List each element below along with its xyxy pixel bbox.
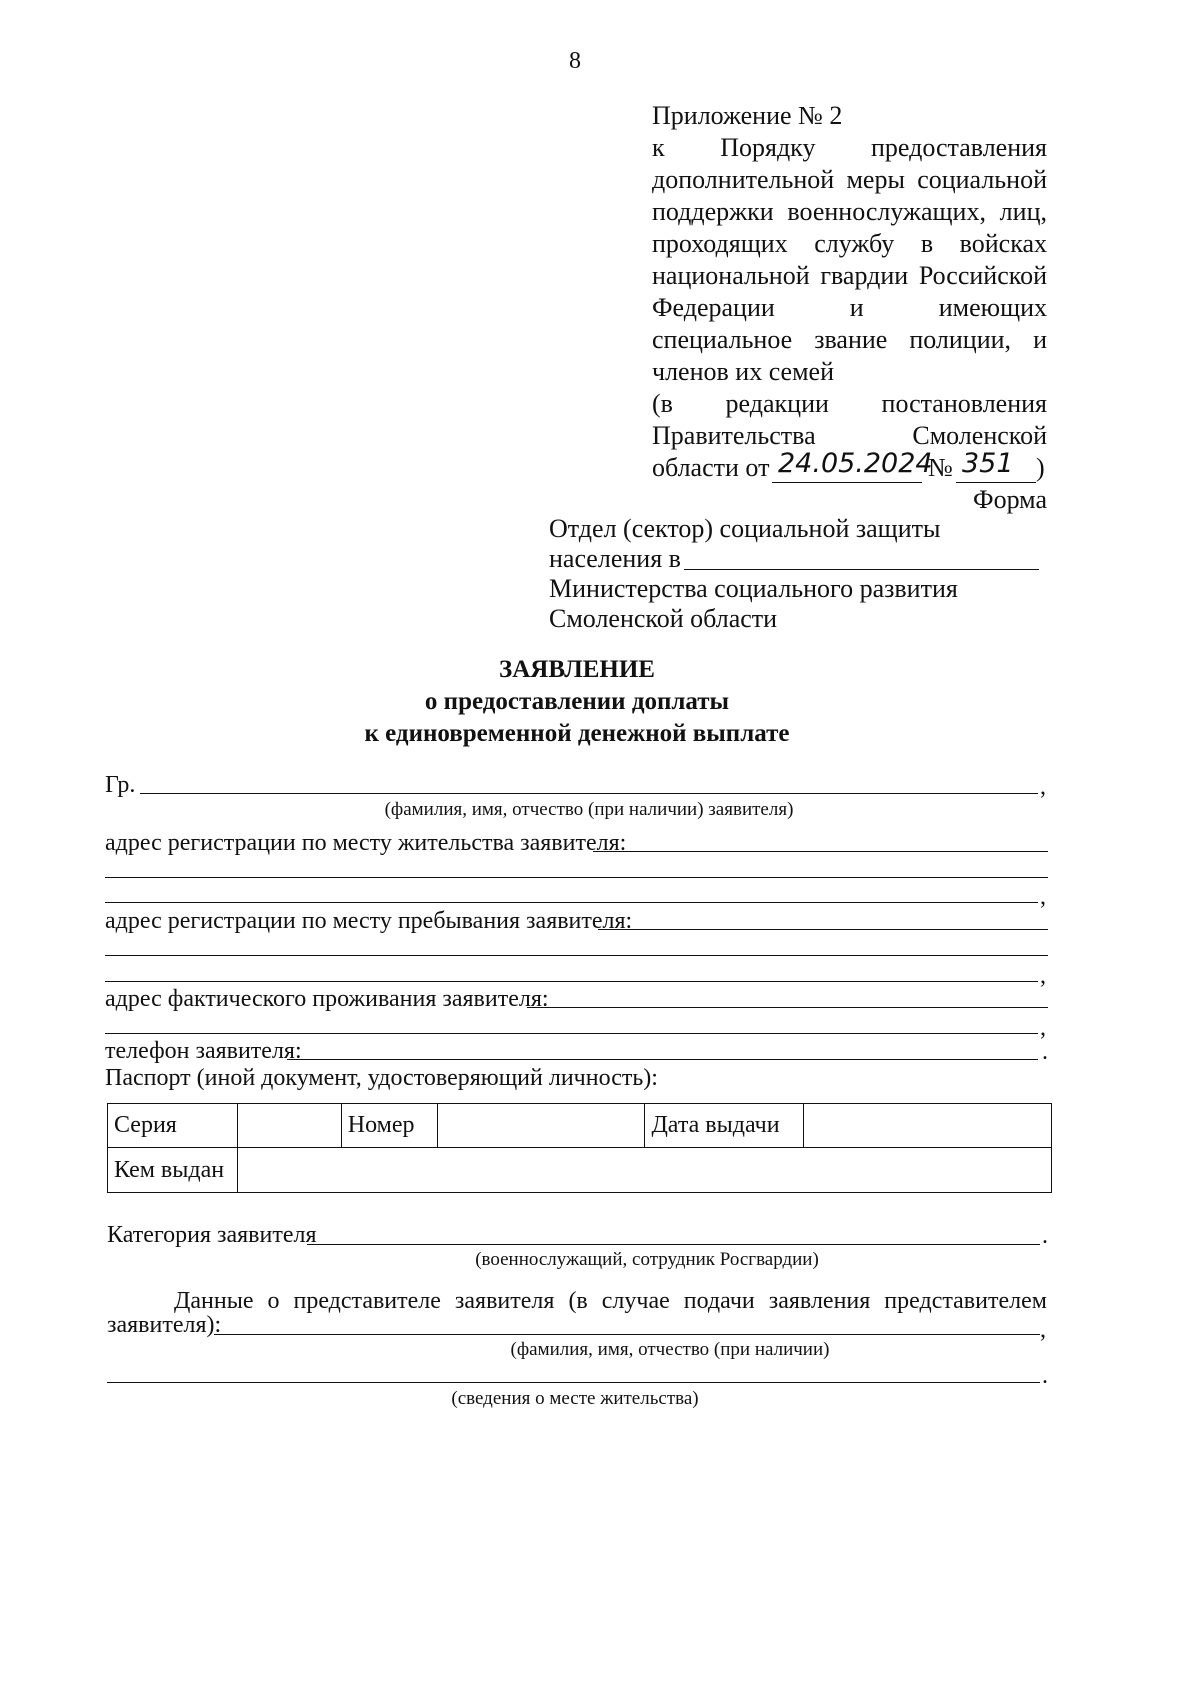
issued-by-cell[interactable] — [237, 1148, 1051, 1193]
recipient-line: Отдел (сектор) социальной защиты — [549, 514, 941, 543]
form-label: Форма — [973, 485, 1047, 514]
actual-address-field[interactable] — [527, 1007, 1048, 1008]
appendix-line: Федерации и имеющих — [652, 293, 1047, 322]
stay-address-field[interactable] — [598, 929, 1048, 930]
edition-date-line — [652, 448, 1047, 484]
reg-address-field[interactable] — [593, 851, 1048, 852]
comma: , — [1040, 884, 1046, 910]
category-field[interactable] — [307, 1244, 1040, 1245]
phone-label: телефон заявителя: — [105, 1038, 302, 1064]
appendix-line: проходящих службу в войсках — [652, 229, 1047, 258]
comma: , — [1040, 963, 1046, 989]
representative-residence-hint: (сведения о месте жительства) — [451, 1388, 699, 1409]
citizen-label: Гр. — [105, 772, 136, 798]
edition-no-label: № — [928, 453, 953, 482]
rep-word: Данные — [174, 1288, 254, 1314]
edition-line: (в редакции постановления — [652, 389, 1047, 418]
recipient-line: Смоленской области — [549, 604, 778, 633]
citizen-hint: (фамилия, имя, отчество (при наличии) заявителя) — [384, 799, 794, 820]
passport-label: Паспорт (иной документ, удостоверяющий личность): — [105, 1065, 658, 1091]
stay-address-label: адрес регистрации по месту пребывания заявителя: — [105, 908, 633, 934]
appendix-block — [652, 100, 1047, 484]
representative-name-hint: (фамилия, имя, отчество (при наличии) — [510, 1339, 830, 1360]
appendix-line: к Порядку предоставления — [652, 133, 1047, 162]
title-line: о предоставлении доплаты — [424, 688, 730, 715]
reg-address-label: адрес регистрации по месту жительства заявителя: — [105, 830, 627, 856]
passport-row — [108, 1104, 1052, 1148]
comma: , — [1040, 1317, 1046, 1343]
number-cell[interactable] — [437, 1104, 645, 1148]
rep-word: представителе — [293, 1288, 441, 1314]
rep-word: случае — [601, 1288, 670, 1314]
edition-line: Правительства Смоленской — [652, 421, 1047, 450]
page-number: 8 — [569, 48, 581, 74]
title-line: к единовременной денежной выплате — [364, 720, 790, 747]
recipient-line: Министерства социального развития — [549, 574, 958, 603]
recipient-line-2 — [549, 544, 1039, 574]
category-label: Категория заявителя — [107, 1222, 317, 1248]
appendix-title: Приложение № 2 — [652, 101, 843, 130]
handwritten-number: 351 — [962, 448, 1014, 479]
category-hint: (военнослужащий, сотрудник Росгвардии) — [475, 1249, 819, 1270]
rep-word: заявления — [768, 1288, 871, 1314]
period: . — [1042, 1039, 1048, 1065]
comma: , — [1040, 774, 1046, 800]
document-title — [300, 654, 854, 750]
issued-by-label: Кем выдан — [108, 1148, 238, 1193]
recipient-district-field[interactable] — [684, 569, 1039, 570]
recipient-line: населения в — [549, 544, 681, 573]
representative-label: заявителя): — [107, 1312, 222, 1338]
passport-table — [107, 1103, 1052, 1193]
handwritten-date: 24.05.2024 — [778, 448, 933, 479]
number-label: Номер — [341, 1104, 437, 1148]
appendix-line: членов их семей — [652, 357, 834, 386]
representative-line — [174, 1286, 1047, 1316]
stay-address-field-3[interactable] — [105, 981, 1038, 982]
series-cell[interactable] — [237, 1104, 341, 1148]
citizen-name-field[interactable] — [140, 793, 1038, 794]
period: . — [1042, 1223, 1048, 1249]
edition-date-field — [772, 448, 933, 483]
stay-address-field-2[interactable] — [105, 955, 1048, 956]
actual-address-field-2[interactable] — [105, 1033, 1038, 1034]
recipient-block — [549, 514, 1039, 634]
title-line: ЗАЯВЛЕНИЕ — [499, 656, 655, 683]
comma: , — [1040, 1015, 1046, 1041]
representative-name-field[interactable] — [214, 1334, 1040, 1335]
issue-date-label: Дата выдачи — [645, 1104, 804, 1148]
edition-number-field — [956, 448, 1036, 483]
appendix-line: дополнительной меры социальной — [652, 165, 1047, 194]
issue-date-cell[interactable] — [804, 1104, 1052, 1148]
reg-address-field-3[interactable] — [105, 902, 1038, 903]
appendix-line: специальное звание полиции, и — [652, 325, 1047, 354]
series-label: Серия — [108, 1104, 238, 1148]
rep-word: подачи — [683, 1288, 755, 1314]
rep-word: (в — [568, 1288, 588, 1314]
actual-address-label: адрес фактического проживания заявителя: — [105, 986, 549, 1012]
rep-word: о — [267, 1288, 280, 1314]
phone-field[interactable] — [287, 1059, 1038, 1060]
reg-address-field-2[interactable] — [105, 877, 1048, 878]
edition-prefix: области от — [652, 453, 770, 482]
rep-word: представителем — [884, 1288, 1047, 1314]
representative-residence-field[interactable] — [107, 1382, 1040, 1383]
period: . — [1042, 1363, 1048, 1389]
edition-close: ) — [1036, 453, 1045, 482]
appendix-line: национальной гвардии Российской — [652, 261, 1047, 290]
rep-word: заявителя — [454, 1288, 555, 1314]
appendix-line: поддержки военнослужащих, лиц, — [652, 197, 1047, 226]
passport-row — [108, 1148, 1052, 1193]
